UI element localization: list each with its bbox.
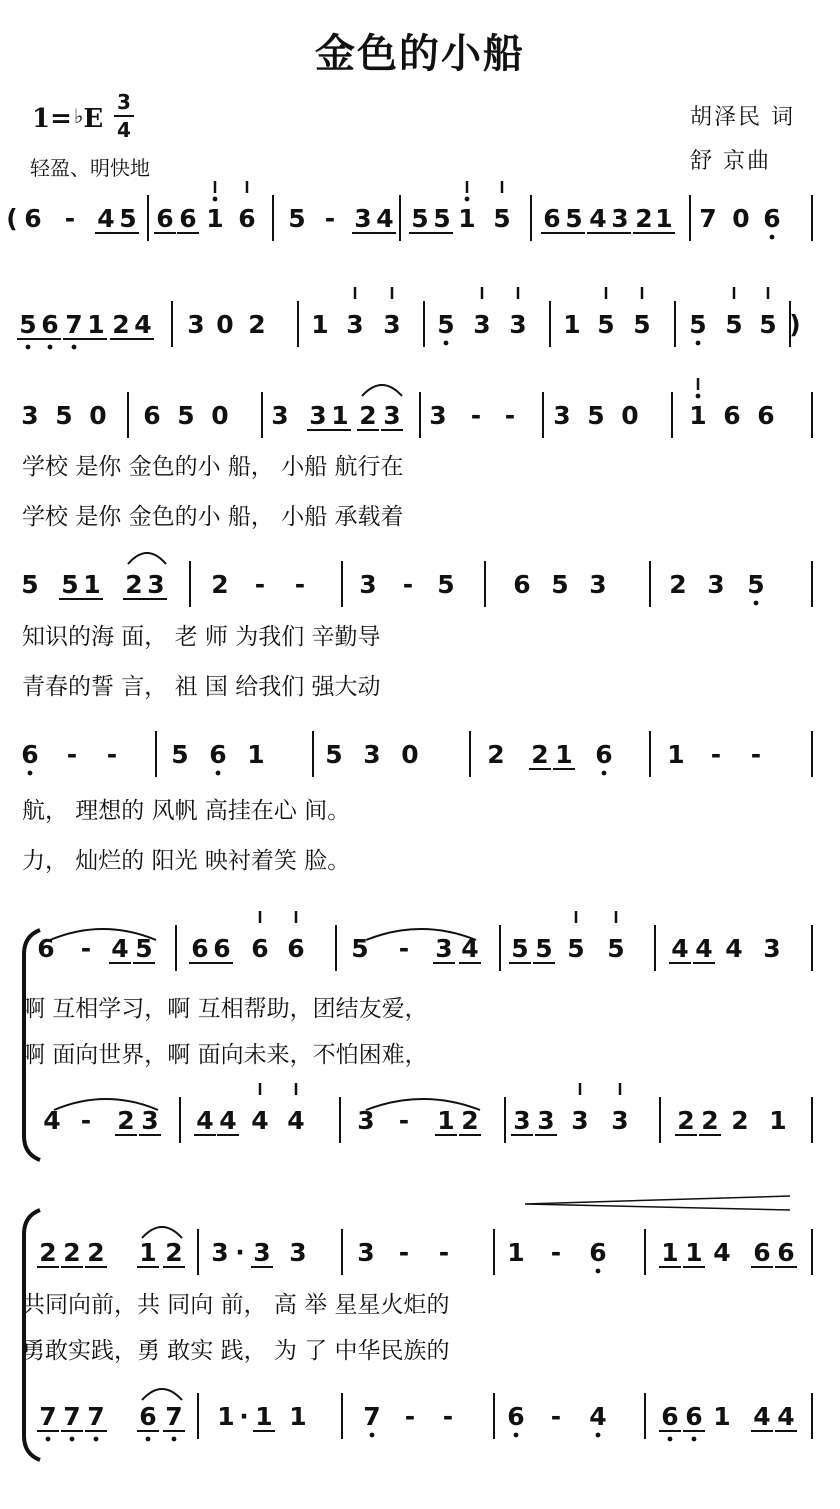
note: 2 <box>635 204 653 233</box>
note: 1 <box>655 204 673 233</box>
note: 4 <box>134 310 152 339</box>
note: 2 <box>117 1106 135 1135</box>
note: 6 <box>723 401 741 430</box>
note: 4 <box>695 934 713 963</box>
note: 1 <box>83 570 101 599</box>
note: 6 <box>179 204 197 233</box>
note: 4 <box>753 1402 771 1431</box>
note: 2 <box>63 1238 81 1267</box>
note: 6 <box>513 570 531 599</box>
slur <box>142 1227 182 1238</box>
note: 3 <box>763 934 781 963</box>
note: 7 <box>87 1402 105 1431</box>
note: 2 <box>701 1106 719 1135</box>
note: 3 <box>363 740 381 769</box>
octave-dot-below <box>28 771 33 776</box>
octave-dot-below <box>754 601 759 606</box>
note: 6 <box>543 204 561 233</box>
octave-dot-below <box>602 771 607 776</box>
note: 1 <box>206 204 224 233</box>
note: 5 <box>21 570 39 599</box>
note: 3 <box>537 1106 555 1135</box>
octave-dot-below <box>696 341 701 346</box>
note: 2 <box>112 310 130 339</box>
octave-dot-below <box>146 1437 151 1442</box>
note: - <box>294 570 306 599</box>
flat-sign: ♭ <box>73 104 84 128</box>
note: - <box>550 1238 562 1267</box>
note: 3 <box>589 570 607 599</box>
note: - <box>750 740 762 769</box>
note: 6 <box>251 934 269 963</box>
note: 6 <box>757 401 775 430</box>
note: 4 <box>219 1106 237 1135</box>
note: 6 <box>287 934 305 963</box>
note: 5 <box>747 570 765 599</box>
meter-bottom: 4 <box>117 118 131 142</box>
note: 5 <box>411 204 429 233</box>
note: 1 <box>667 740 685 769</box>
note: 6 <box>595 740 613 769</box>
key-letter: E <box>83 104 104 134</box>
note: 5 <box>597 310 615 339</box>
note: 1 <box>311 310 329 339</box>
note: 4 <box>777 1402 795 1431</box>
note: 5 <box>437 310 455 339</box>
note: - <box>710 740 722 769</box>
note: - <box>398 934 410 963</box>
note: 5 <box>689 310 707 339</box>
note: 0 <box>89 401 107 430</box>
note: 4 <box>111 934 129 963</box>
octave-dot-below <box>596 1433 601 1438</box>
note: 3 <box>271 401 289 430</box>
note: - <box>66 740 78 769</box>
note: - <box>442 1402 454 1431</box>
note: 5 <box>437 570 455 599</box>
lyricist-credit: 胡泽民 词 <box>690 105 795 130</box>
note: 1 <box>217 1402 235 1431</box>
lyric-line: 航， 理想的 风帆 高挂在心 间。 <box>22 798 351 824</box>
lyric-line: 啊 互相学习，啊 互相帮助，团结友爱， <box>22 996 428 1022</box>
note: 7 <box>363 1402 381 1431</box>
note: 2 <box>87 1238 105 1267</box>
note: 5 <box>567 934 585 963</box>
note: 5 <box>19 310 37 339</box>
note: 3 <box>513 1106 531 1135</box>
note: 3 <box>571 1106 589 1135</box>
note: 6 <box>143 401 161 430</box>
octave-dot-below <box>46 1437 51 1442</box>
note: 5 <box>351 934 369 963</box>
note: 4 <box>196 1106 214 1135</box>
lyric-line: 共同向前，共 同向 前， 高 举 星星火炬的 <box>22 1292 450 1318</box>
composer-credit: 舒 京曲 <box>690 149 771 174</box>
note: 5 <box>177 401 195 430</box>
note: - <box>324 204 336 233</box>
note: 7 <box>699 204 717 233</box>
note: - <box>402 570 414 599</box>
note: 4 <box>376 204 394 233</box>
note: 4 <box>287 1106 305 1135</box>
note: 2 <box>487 740 505 769</box>
note: 3 <box>611 204 629 233</box>
note: 6 <box>139 1402 157 1431</box>
note: 1 <box>685 1238 703 1267</box>
note: 1 <box>563 310 581 339</box>
note: 2 <box>731 1106 749 1135</box>
note: 6 <box>209 740 227 769</box>
note: 2 <box>531 740 549 769</box>
note: 5 <box>511 934 529 963</box>
note: ) <box>789 310 801 339</box>
note: 5 <box>759 310 777 339</box>
note: 6 <box>753 1238 771 1267</box>
note: 3 <box>473 310 491 339</box>
octave-dot-below <box>72 345 77 350</box>
note: - <box>438 1238 450 1267</box>
note: 6 <box>37 934 55 963</box>
note: 4 <box>97 204 115 233</box>
note: 7 <box>65 310 83 339</box>
note: 6 <box>191 934 209 963</box>
octave-dot-below <box>94 1437 99 1442</box>
note: 1 <box>713 1402 731 1431</box>
slur <box>366 929 476 940</box>
note: 3 <box>435 934 453 963</box>
note: 3 <box>509 310 527 339</box>
note: 4 <box>725 934 743 963</box>
octave-dot-above <box>465 197 470 202</box>
octave-dot-below <box>216 771 221 776</box>
octave-dot-below <box>692 1437 697 1442</box>
note: - <box>398 1238 410 1267</box>
note: 3 <box>429 401 447 430</box>
note: 5 <box>607 934 625 963</box>
note: 2 <box>677 1106 695 1135</box>
note: 6 <box>41 310 59 339</box>
note: 3 <box>707 570 725 599</box>
tempo-marking: 轻盈、明快地 <box>30 156 150 180</box>
note: 3 <box>21 401 39 430</box>
note: - <box>254 570 266 599</box>
note: 0 <box>211 401 229 430</box>
note: 5 <box>725 310 743 339</box>
note: - <box>550 1402 562 1431</box>
lyric-line: 知识的海 面， 老 师 为我们 辛勤导 <box>22 624 381 650</box>
note: 4 <box>713 1238 731 1267</box>
key-prefix: 1= <box>32 104 72 134</box>
note: 3 <box>253 1238 271 1267</box>
note: - <box>106 740 118 769</box>
note: 2 <box>211 570 229 599</box>
octave-dot-below <box>596 1269 601 1274</box>
note: 3 <box>553 401 571 430</box>
octave-dot-above <box>213 197 218 202</box>
lyric-line: 学校 是你 金色的小 船， 小船 承载着 <box>22 504 404 530</box>
note: 4 <box>589 1402 607 1431</box>
octave-dot-below <box>70 1437 75 1442</box>
octave-dot-below <box>26 345 31 350</box>
note: 5 <box>171 740 189 769</box>
note: 1 <box>247 740 265 769</box>
note: 3 <box>289 1238 307 1267</box>
note: 5 <box>119 204 137 233</box>
note: 4 <box>589 204 607 233</box>
note: 5 <box>135 934 153 963</box>
note: · <box>235 1238 245 1267</box>
note: 3 <box>357 1238 375 1267</box>
note: 3 <box>211 1238 229 1267</box>
note: 2 <box>39 1238 57 1267</box>
octave-dot-above <box>696 394 701 399</box>
note: 3 <box>354 204 372 233</box>
slur <box>128 553 166 564</box>
note: 5 <box>55 401 73 430</box>
octave-dot-below <box>370 1433 375 1438</box>
note: 1 <box>255 1402 273 1431</box>
system-brace <box>24 1210 40 1460</box>
note: 5 <box>633 310 651 339</box>
note: 3 <box>309 401 327 430</box>
octave-dot-below <box>48 345 53 350</box>
note: 1 <box>331 401 349 430</box>
note: 5 <box>61 570 79 599</box>
note: 6 <box>661 1402 679 1431</box>
note: 5 <box>551 570 569 599</box>
note: 2 <box>669 570 687 599</box>
song-title: 金色的小船 <box>315 31 525 77</box>
note: 1 <box>139 1238 157 1267</box>
note: 6 <box>763 204 781 233</box>
note: 6 <box>589 1238 607 1267</box>
note: 6 <box>213 934 231 963</box>
note: 5 <box>587 401 605 430</box>
note: ( <box>6 204 18 233</box>
octave-dot-below <box>514 1433 519 1438</box>
note: 4 <box>461 934 479 963</box>
note: 1 <box>661 1238 679 1267</box>
note: - <box>398 1106 410 1135</box>
note: 6 <box>238 204 256 233</box>
note: 1 <box>289 1402 307 1431</box>
crescendo-hairpin <box>525 1196 790 1210</box>
note: - <box>64 204 76 233</box>
note: · <box>239 1402 249 1431</box>
note: 4 <box>43 1106 61 1135</box>
note: 2 <box>165 1238 183 1267</box>
lyric-line: 勇敢实践，勇 敢实 践， 为 了 中华民族的 <box>22 1338 450 1364</box>
note: 4 <box>671 934 689 963</box>
note: 6 <box>156 204 174 233</box>
note: 0 <box>401 740 419 769</box>
note: - <box>80 934 92 963</box>
note: 3 <box>359 570 377 599</box>
note: 5 <box>433 204 451 233</box>
note: 7 <box>39 1402 57 1431</box>
note: 2 <box>359 401 377 430</box>
note: 0 <box>621 401 639 430</box>
note: 3 <box>383 310 401 339</box>
note: 5 <box>325 740 343 769</box>
note: 3 <box>187 310 205 339</box>
note: 2 <box>461 1106 479 1135</box>
octave-dot-below <box>668 1437 673 1442</box>
note: 6 <box>507 1402 525 1431</box>
note: 3 <box>346 310 364 339</box>
note: 3 <box>611 1106 629 1135</box>
note: 3 <box>383 401 401 430</box>
octave-dot-below <box>172 1437 177 1442</box>
lyric-line: 青春的誓 言， 祖 国 给我们 强大动 <box>22 674 381 700</box>
note: 5 <box>535 934 553 963</box>
note: - <box>404 1402 416 1431</box>
note: - <box>80 1106 92 1135</box>
note: 3 <box>147 570 165 599</box>
note: 0 <box>216 310 234 339</box>
note: 3 <box>357 1106 375 1135</box>
lyric-line: 学校 是你 金色的小 船， 小船 航行在 <box>22 454 404 480</box>
note: 3 <box>141 1106 159 1135</box>
note: 6 <box>777 1238 795 1267</box>
octave-dot-below <box>770 235 775 240</box>
note: 2 <box>125 570 143 599</box>
note: 5 <box>493 204 511 233</box>
note: 0 <box>732 204 750 233</box>
note: 1 <box>769 1106 787 1135</box>
note: 7 <box>165 1402 183 1431</box>
note: 1 <box>555 740 573 769</box>
note: 4 <box>251 1106 269 1135</box>
note: 6 <box>21 740 39 769</box>
note: 1 <box>437 1106 455 1135</box>
note: 1 <box>689 401 707 430</box>
slur <box>142 1389 182 1400</box>
note: 5 <box>565 204 583 233</box>
note: 2 <box>248 310 266 339</box>
note: 5 <box>288 204 306 233</box>
note: 1 <box>507 1238 525 1267</box>
meter-top: 3 <box>117 90 131 114</box>
note: 1 <box>458 204 476 233</box>
note: - <box>504 401 516 430</box>
note: 7 <box>63 1402 81 1431</box>
lyric-line: 力， 灿烂的 阳光 映衬着笑 脸。 <box>22 848 351 874</box>
note: 6 <box>24 204 42 233</box>
note: 6 <box>685 1402 703 1431</box>
slur <box>362 385 402 396</box>
note: - <box>470 401 482 430</box>
octave-dot-below <box>444 341 449 346</box>
lyric-line: 啊 面向世界，啊 面向未来，不怕困难， <box>22 1042 428 1068</box>
note: 1 <box>87 310 105 339</box>
